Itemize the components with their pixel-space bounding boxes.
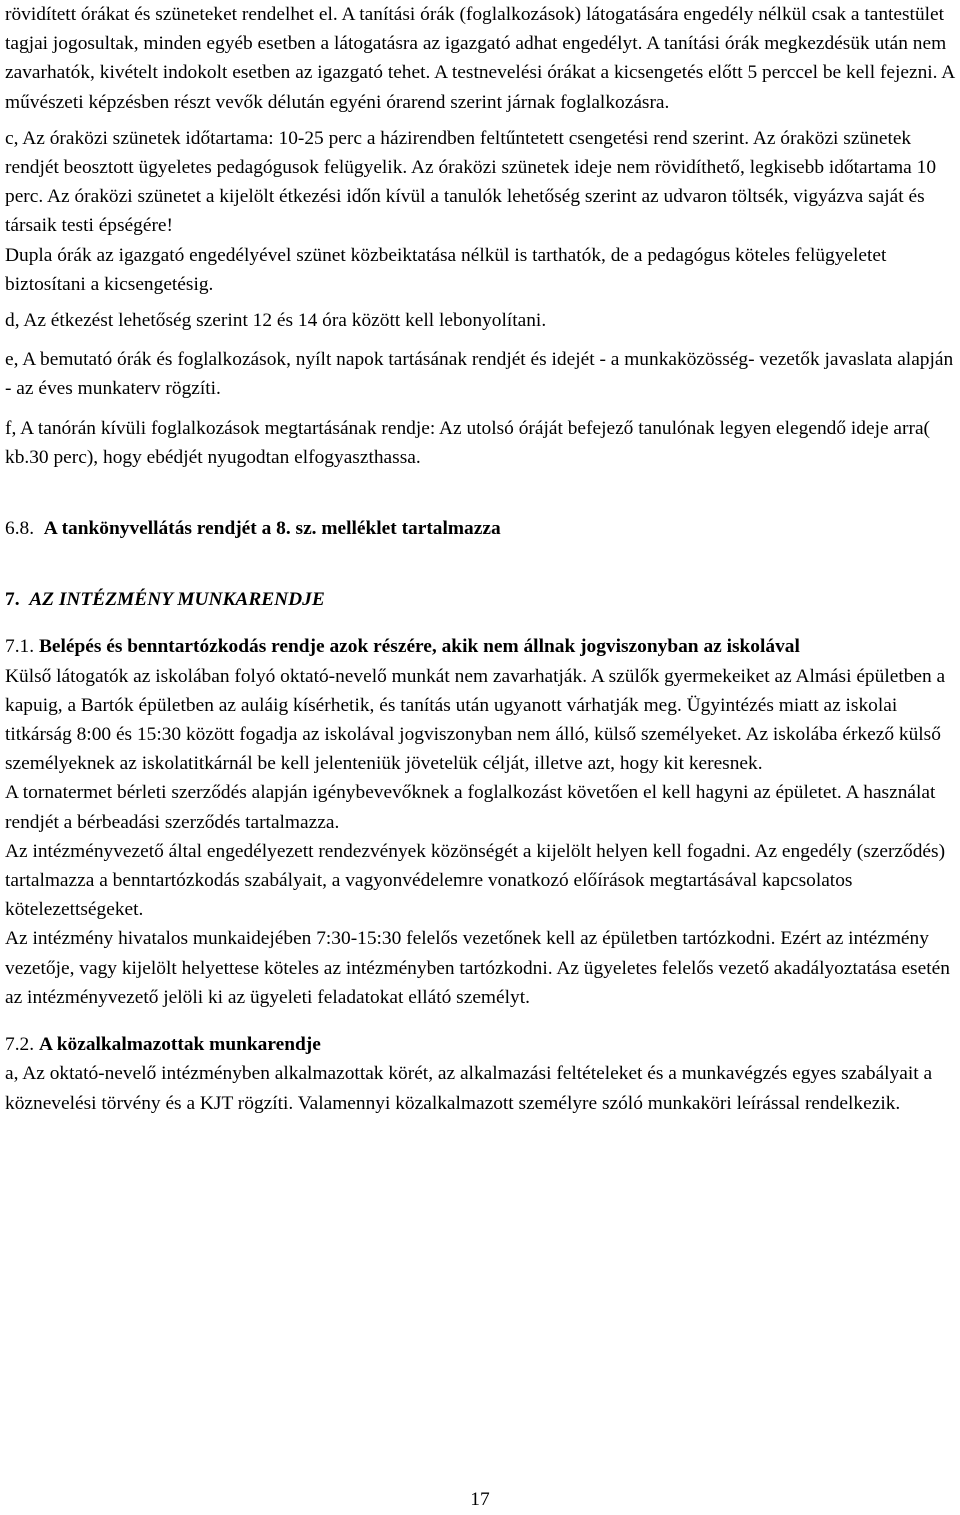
spacer [5,299,959,306]
heading-7-number: 7. [5,589,20,611]
paragraph-extracurricular: f, A tanórán kívüli foglalkozások megtartásának rendje: Az utolsó óráját befejező tanulónak legyen elegendő ideje arra( kb.30 perc), hogy ebédjét nyugodtan elfogyaszthassa. [5,417,931,468]
paragraph-open-days: e, A bemutató órák és foglalkozások, nyílt napok tartásának rendjét és idejét - a munkaközösség- vezetők javaslata alapján - az éves munkaterv rögzíti. [5,349,954,400]
heading-7 [5,585,959,614]
heading-7-title: AZ INTÉZMÉNY MUNKARENDJE [29,589,325,611]
heading-7-1 [5,632,959,661]
paragraph-working-hours: Az intézmény hivatalos munkaidejében 7:30-15:30 felelős vezetőnek kell az épületben tartózkodni. Ezért az intézmény vezetője, vagy kijelölt helyettese köteles az intézményben tartózkodni. Az ügyeletes felelős vezető akadályoztatása esetén az intézményvezető jelöli ki az ügyeleti feladatokat ellátó személyt. [5,928,950,1008]
document-page [5,0,959,1118]
paragraph-staff: a, Az oktató-nevelő intézményben alkalmazottak körét, az alkalmazási feltételeket és a munkavégzés egyes szabályait a köznevelési törvény és a KJT rögzíti. Valamennyi közalkalmazott személyre szóló munkaköri leírással rendelkezik. [5,1063,933,1114]
paragraph-double-lessons: Dupla órák az igazgató engedélyével szünet közbeiktatása nélkül is tarthatók, de a pedagógus köteles felügyeletet biztosítani a kicsengetésig. [5,244,887,295]
paragraph-gym-rental: A tornatermet bérleti szerződés alapján igénybevevőknek a foglalkozást követően el kell hagyni az épületet. A használat rendjét a bérbeadási szerződés tartalmazza. [5,782,936,833]
heading-6-8-title: A tankönyvellátás rendjét a 8. sz. melléklet tartalmazza [43,518,501,540]
paragraph-meals: d, Az étkezést lehetőség szerint 12 és 14 óra között kell lebonyolítani. [5,310,547,332]
spacer [5,543,959,585]
spacer [5,1012,959,1030]
spacer [5,472,959,514]
paragraph-lesson-visits: rövidített órákat és szüneteket rendelhet el. A tanítási órák (foglalkozások) látogatására engedély nélkül csak a tantestület tagjai jogosultak, minden egyéb esetben a látogatásra az igazgató adhat engedélyt. A tanítási órák megkezdésük után nem zavarhatók, kivételt indokolt esetben az igazgató tehet. A testnevelési órákat a kicsengetés előtt 5 perccel be kell fejezni. A művészeti képzésben részt vevők délután egyéni órarend szerint járnak foglalkozásra. [5,4,955,113]
paragraph-events: Az intézményvezető által engedélyezett rendezvények közönségét a kijelölt helyen kell fogadni. Az engedély (szerződés) tartalmazza a benntartózkodás szabályait, a vagyonvédelemre vonatkozó előírások megtartásával kapcsolatos kötelezettségeket. [5,840,946,921]
spacer [5,614,959,632]
paragraph-visitors: Külső látogatók az iskolában folyó oktató-nevelő munkát nem zavarhatják. A szülők gyermekeiket az Almási épületben a kapuig, a Bartók épületben az auláig kísérhetik, és tanítás után ugyanott várhatják meg. Ügyintézés miatt az iskolai titkárság 8:00 és 15:30 között fogadja az iskolával jogviszonyban nem álló, külső személyeket. Az iskolába érkező külső személyeknek az iskolatitkárnál be kell jelenteniük jövetelük célját, illetve azt, hogy kit keresnek. [5,665,946,775]
paragraph-breaks: c, Az óraközi szünetek időtartama: 10-25 perc a házirendben feltűntetett csengetési rend szerint. Az óraközi szünetek rendjét beosztott ügyeletes pedagógusok felügyelik. Az óraközi szünetek ideje nem rövidíthető, legkisebb időtartama 10 perc. Az óraközi szünetet a kijelölt étkezési időn kívül a tanulók lehetőség szerint az udvaron töltsék, vigyázva saját és társaik testi épségére! [5,127,937,237]
heading-7-2-number: 7.2. [5,1034,35,1056]
spacer [5,335,959,345]
spacer [5,117,959,124]
heading-7-1-title: Belépés és benntartózkodás rendje azok részére, akik nem állnak jogviszonyban az iskolával [38,636,800,658]
heading-6-8-number: 6.8. [5,518,35,540]
heading-7-2-title: A közalkalmazottak munkarendje [38,1034,321,1056]
page-number: 17 [470,1489,490,1510]
spacer [5,404,959,414]
heading-7-1-number: 7.1. [5,636,35,658]
heading-7-2 [5,1030,959,1059]
heading-6-8 [5,514,959,543]
